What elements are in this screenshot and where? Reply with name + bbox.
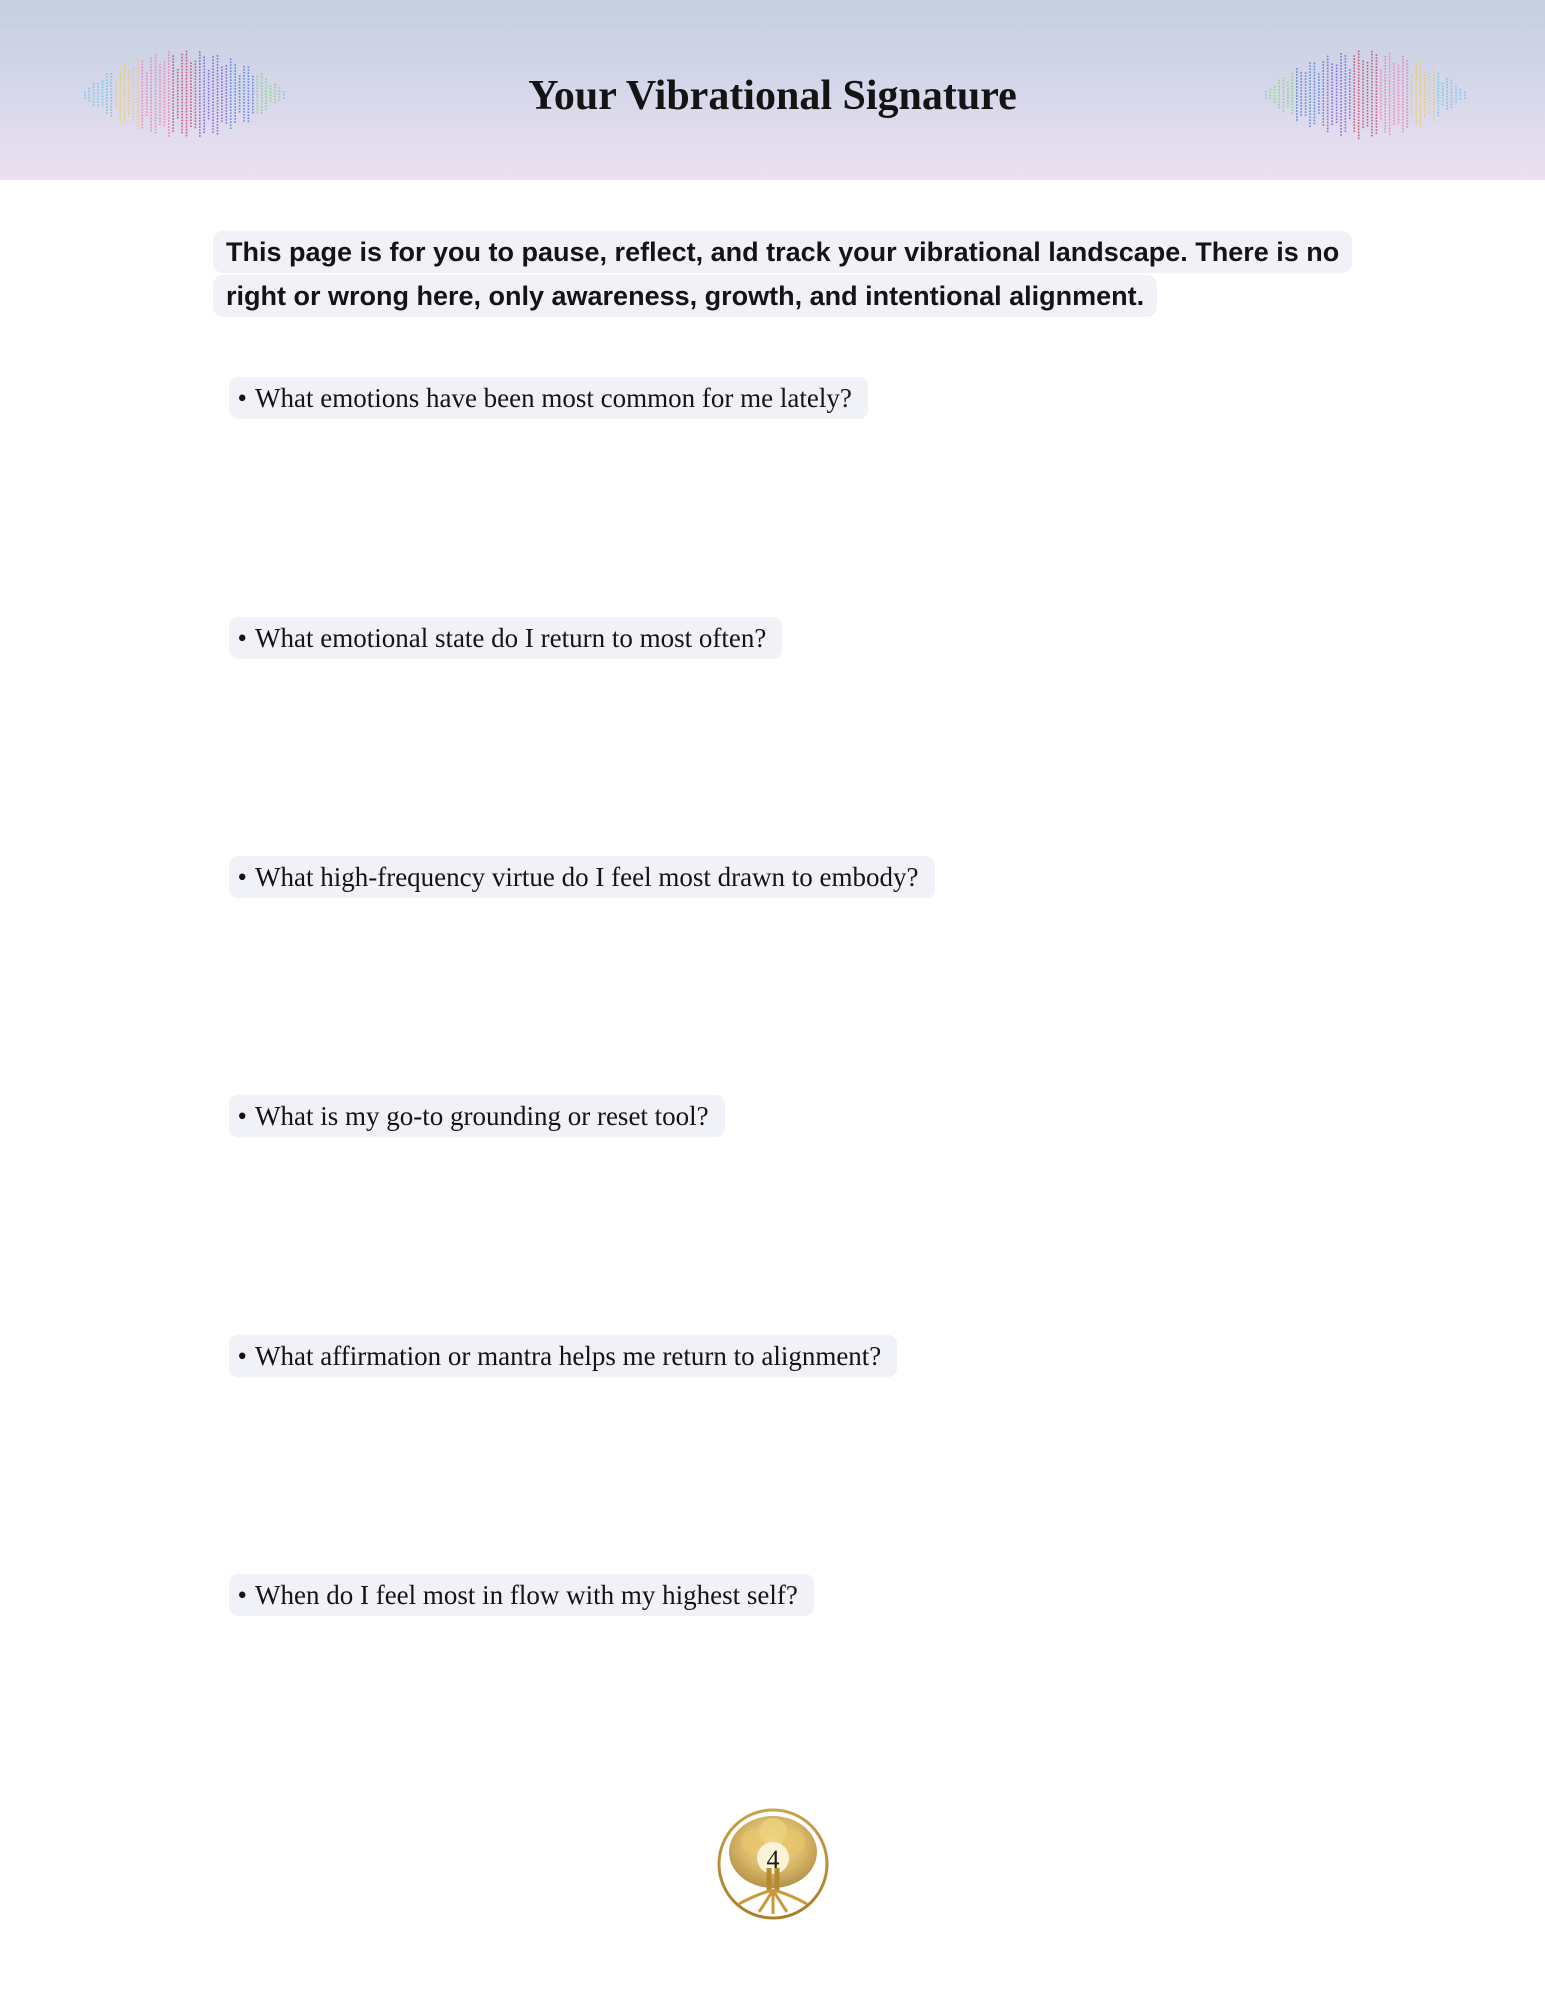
- bullet: •: [237, 862, 247, 892]
- page-number: 4: [766, 1845, 780, 1874]
- prompt-item: [229, 1095, 725, 1137]
- prompt-item: [229, 1574, 814, 1616]
- prompt-text: When do I feel most in flow with my highest self?: [255, 1580, 798, 1610]
- prompt-text: What is my go-to grounding or reset tool?: [255, 1101, 709, 1131]
- bullet: •: [237, 383, 247, 413]
- prompt-item: [229, 1335, 897, 1377]
- prompt-text: What emotional state do I return to most often?: [255, 623, 767, 653]
- page-header: [0, 0, 1545, 180]
- prompt-item: [229, 377, 868, 419]
- prompt-text: What affirmation or mantra helps me return to alignment?: [255, 1341, 882, 1371]
- bullet: •: [237, 623, 247, 653]
- prompt-item: [229, 856, 935, 898]
- prompt-text: What high-frequency virtue do I feel most drawn to embody?: [255, 862, 919, 892]
- page-title: Your Vibrational Signature: [528, 73, 1017, 119]
- intro-text: This page is for you to pause, reflect, and track your vibrational landscape. There is no right or wrong here, only awareness, growth, and intentional alignment.: [213, 231, 1352, 317]
- prompt-item: [229, 617, 782, 659]
- intro-paragraph: [213, 230, 1353, 318]
- bullet: •: [237, 1580, 247, 1610]
- prompt-text: What emotions have been most common for me lately?: [255, 383, 852, 413]
- sound-wave-icon: [1262, 48, 1467, 140]
- bullet: •: [237, 1341, 247, 1371]
- bullet: •: [237, 1101, 247, 1131]
